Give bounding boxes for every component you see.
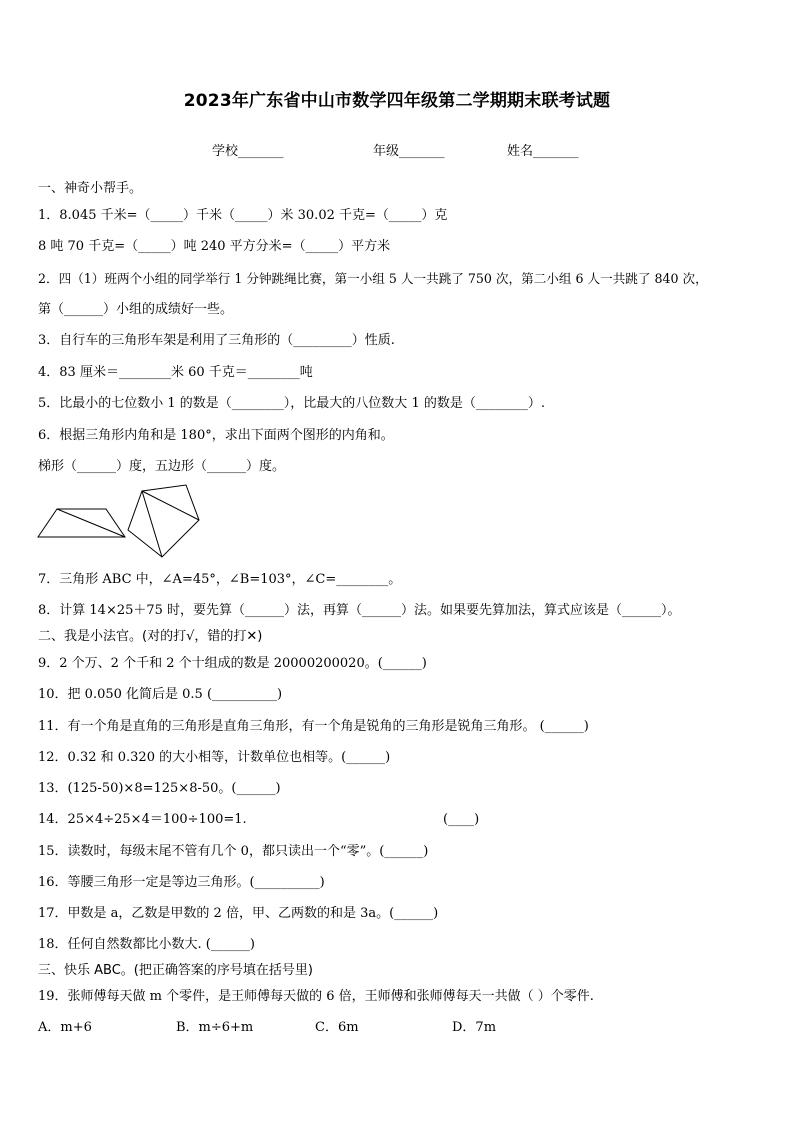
question-9: 9．2 个万、2 个千和 2 个十组成的数是 20000200020。(______) — [38, 656, 427, 671]
section-2-heading: 二、我是小法官。(对的打√，错的打✕) — [38, 629, 263, 644]
option-d: D．7m — [452, 1020, 497, 1035]
question-2-line-1: 2．四（1）班两个小组的同学举行 1 分钟跳绳比赛，第一小组 5 人一共跳了 750 次，第二小组 6 人一共跳了 840 次， — [38, 271, 708, 286]
question-6-answer-line: 梯形（______）度，五边形（______）度。 — [38, 459, 286, 474]
question-14-answer-blank: (____) — [443, 812, 480, 827]
question-16: 16．等腰三角形一定是等边三角形。(__________) — [38, 875, 325, 890]
question-6: 6．根据三角形内角和是 180°，求出下面两个图形的内角和。 — [38, 428, 394, 443]
section-1-heading: 一、神奇小帮手。 — [38, 181, 143, 196]
page-title: 2023年广东省中山市数学四年级第二学期期末联考试题 — [183, 91, 611, 111]
question-2-line-2: 第（______）小组的成绩好一些。 — [38, 302, 234, 317]
option-c: C．6m — [315, 1020, 359, 1035]
grade-field: 年级_______ — [373, 144, 445, 159]
question-7: 7．三角形 ABC 中，∠A=45°，∠B=103°，∠C=________。 — [38, 572, 402, 587]
shapes-figure — [36, 481, 206, 561]
question-5: 5．比最小的七位数小 1 的数是（________），比最大的八位数大 1 的数是（________）. — [38, 396, 545, 411]
question-14: 14．25×4÷25×4＝100÷100=1. — [38, 812, 247, 827]
pentagon-figure — [128, 485, 199, 557]
question-12: 12．0.32 和 0.320 的大小相等，计数单位也相等。(______) — [38, 750, 391, 765]
section-3-heading: 三、快乐 ABC。(把正确答案的序号填在括号里) — [38, 963, 313, 978]
question-11: 11．有一个角是直角的三角形是直角三角形，有一个角是锐角的三角形是锐角三角形。 (______) — [38, 719, 589, 734]
question-17: 17．甲数是 a，乙数是甲数的 2 倍，甲、乙两数的和是 3a。(______) — [38, 906, 439, 921]
name-field: 姓名_______ — [507, 144, 579, 159]
question-10: 10．把 0.050 化简后是 0.5 (__________) — [38, 687, 283, 702]
question-1-line-2: 8 吨 70 千克=（_____）吨 240 平方分米=（_____）平方米 — [38, 239, 391, 254]
school-field: 学校_______ — [212, 144, 284, 159]
question-1-line-1: 1．8.045 千米=（_____）千米（_____）米 30.02 千克=（_____）克 — [38, 208, 448, 223]
question-3: 3．自行车的三角形车架是利用了三角形的（_________）性质. — [38, 333, 395, 348]
question-18: 18．任何自然数都比小数大. (______) — [38, 937, 255, 952]
question-4: 4．83 厘米＝________米 60 千克＝________吨 — [38, 365, 313, 380]
question-8: 8．计算 14×25＋75 时，要先算（______）法，再算（______）法。如果要先算加法，算式应该是（______）。 — [38, 603, 681, 618]
question-15: 15．读数时，每级末尾不管有几个 0，都只读出一个“零”。(______) — [38, 844, 429, 859]
option-b: B．m÷6+m — [176, 1020, 254, 1035]
option-a: A．m+6 — [38, 1020, 92, 1035]
question-13: 13．(125-50)×8=125×8-50。(______) — [38, 781, 281, 796]
question-19: 19．张师傅每天做 m 个零件，是王师傅每天做的 6 倍，王师傅和张师傅每天一共做（ ）个零件. — [38, 989, 594, 1004]
trapezoid-figure — [38, 509, 125, 537]
